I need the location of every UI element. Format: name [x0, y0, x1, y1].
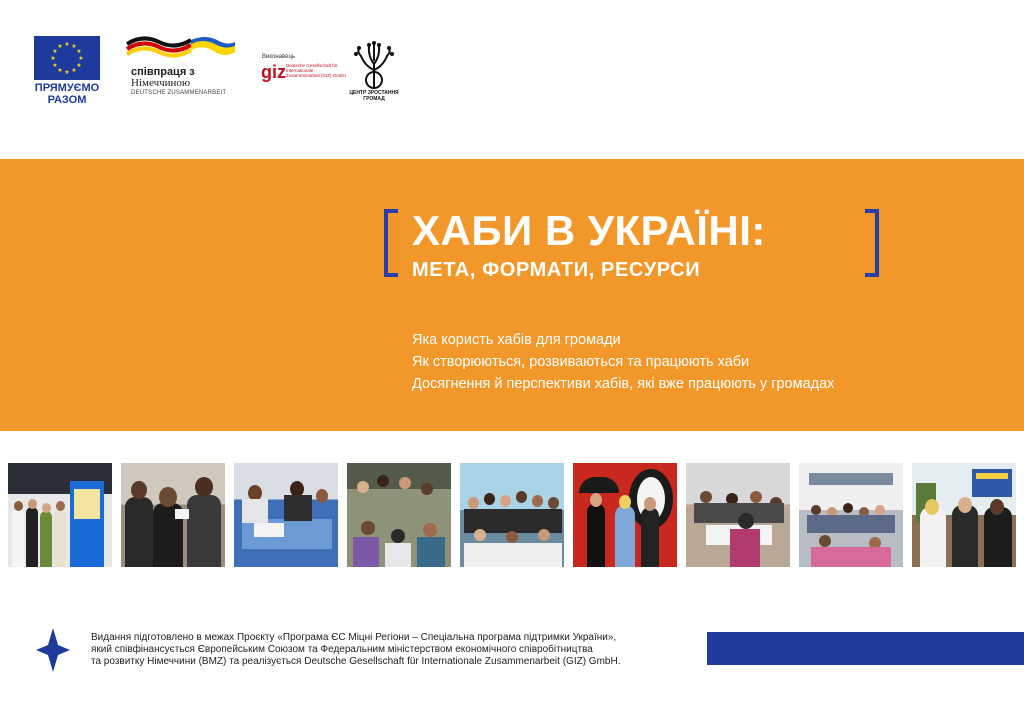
- svg-text:★: ★: [64, 69, 70, 76]
- eu-slogan-line1: ПРЯМУЄМО: [34, 82, 100, 94]
- footer-blue-bar: [707, 632, 1024, 665]
- footer-line: який співфінансується Європейським Союзом та Федеральним міністерством економічного співробітництва: [91, 644, 593, 655]
- svg-text:★: ★: [57, 43, 63, 50]
- tree-icon: [351, 40, 397, 92]
- footer-funding-note: [91, 632, 620, 668]
- key-points-list: [412, 329, 834, 395]
- key-point: Яка користь хабів для громади: [412, 332, 621, 348]
- eu-slogan: [28, 82, 106, 106]
- photo-strip: [8, 463, 1018, 567]
- svg-text:★: ★: [50, 55, 56, 62]
- page-subtitle: МЕТА, ФОРМАТИ, РЕСУРСИ: [412, 259, 701, 281]
- footer-line: Видання підготовлено в межах Проєкту «Програма ЄС Міцні Регіони – Спеціальна програма підтримки України»,: [91, 632, 617, 643]
- right-bracket-decoration: [865, 209, 879, 277]
- photo-people-talking: [121, 463, 225, 567]
- four-point-star-icon: [36, 628, 70, 672]
- photo-hall-meeting: [799, 463, 903, 567]
- key-point: Як створюються, розвиваються та працюють хаби: [412, 354, 750, 370]
- de-line1: співпраця з: [131, 66, 195, 78]
- svg-text:★: ★: [57, 67, 63, 74]
- svg-text:★: ★: [64, 41, 70, 48]
- giz-executor-label: Виконавець: [262, 54, 296, 60]
- svg-text:★: ★: [52, 48, 58, 55]
- photo-red-wall-group: [573, 463, 677, 567]
- photo-workshop-table: [234, 463, 338, 567]
- svg-text:★: ★: [52, 62, 58, 69]
- photo-classroom: [686, 463, 790, 567]
- giz-logo: giz: [261, 62, 286, 82]
- svg-text:★: ★: [76, 62, 82, 69]
- de-line3: DEUTSCHE ZUSAMMENARBEIT: [131, 90, 227, 96]
- footer-line: та розвитку Німеччини (BMZ) та реалізується Deutsche Gesellschaft für Internationale Zusammenarbeit (GIZ) GmbH.: [91, 656, 621, 667]
- svg-text:★: ★: [71, 67, 77, 74]
- svg-text:★: ★: [76, 48, 82, 55]
- photo-group-photo: [460, 463, 564, 567]
- eu-slogan-line2: РАЗОМ: [47, 94, 87, 106]
- title-banner: [0, 159, 1024, 431]
- photo-library: [912, 463, 1016, 567]
- center-caption-line2: ГРОМАД: [363, 96, 385, 102]
- eu-flag-icon: [34, 36, 100, 80]
- giz-fullname: Deutsche Gesellschaft für Internationale Zusammenarbeit (GIZ) GmbH: [286, 63, 346, 78]
- photo-circle-meeting: [347, 463, 451, 567]
- center-caption: [344, 90, 404, 102]
- photo-group-standing: [8, 463, 112, 567]
- logos-row: [0, 0, 1024, 140]
- de-line2: Німеччиною: [131, 77, 191, 89]
- page-title: ХАБИ В УКРАЇНІ:: [412, 207, 766, 254]
- svg-text:★: ★: [71, 43, 77, 50]
- key-point: Досягнення й перспективи хабів, які вже працюють у громадах: [412, 376, 835, 392]
- left-bracket-decoration: [384, 209, 398, 277]
- svg-text:★: ★: [78, 55, 84, 62]
- center-caption-line1: ЦЕНТР ЗРОСТАННЯ: [349, 90, 399, 96]
